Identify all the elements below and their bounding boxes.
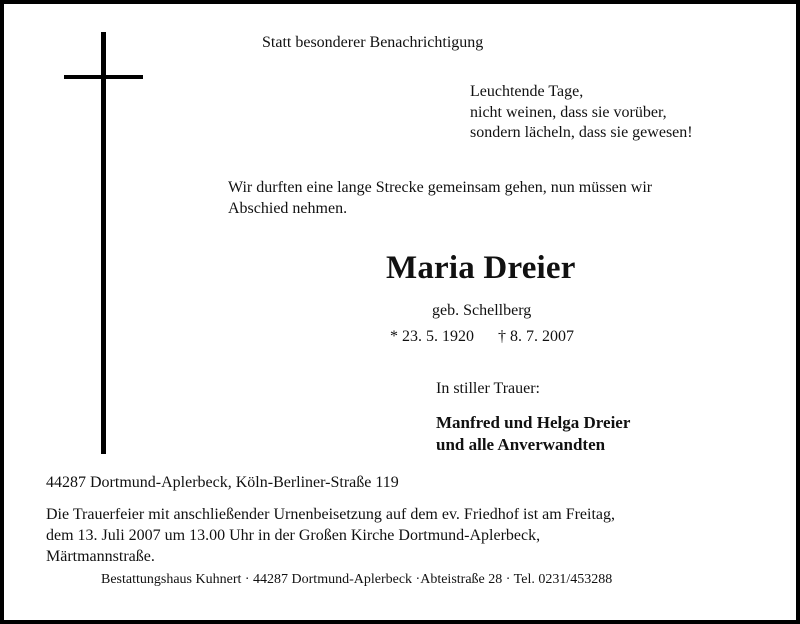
poem-line: nicht weinen, dass sie vorüber, <box>470 103 667 121</box>
notice-header: Statt besonderer Benachrichtigung <box>262 34 484 51</box>
poem-line: sondern lächeln, dass sie gewesen! <box>470 124 693 141</box>
deceased-name: Maria Dreier <box>386 250 576 286</box>
funeral-home-footer: Bestattungshaus Kuhnert · 44287 Dortmund-Aplerbeck ·Abteistraße 28 · Tel. 0231/453288 <box>101 572 613 587</box>
poem-line: Leuchtende Tage, <box>470 83 584 100</box>
life-dates <box>390 326 574 347</box>
poem <box>470 82 693 144</box>
ceremony-info <box>46 504 615 567</box>
ceremony-line: Märtmannstraße. <box>46 548 155 565</box>
cross-horizontal-bar <box>64 75 143 79</box>
ceremony-line: Die Trauerfeier mit anschließender Urnenbeisetzung auf dem ev. Friedhof ist am Freitag, <box>46 506 616 523</box>
mourners <box>436 412 630 456</box>
maiden-name: geb. Schellberg <box>432 302 532 319</box>
mourner-line: und alle Anverwandten <box>436 435 606 454</box>
ceremony-line: dem 13. Juli 2007 um 13.00 Uhr in der Großen Kirche Dortmund-Aplerbeck, <box>46 527 541 544</box>
birth-date: * 23. 5. 1920 <box>390 328 474 345</box>
mourning-label: In stiller Trauer: <box>436 380 540 397</box>
intro-text <box>228 177 652 219</box>
death-date: † 8. 7. 2007 <box>498 328 574 345</box>
mourner-line: Manfred und Helga Dreier <box>436 413 631 432</box>
intro-line: Abschied nehmen. <box>228 200 348 217</box>
intro-line: Wir durften eine lange Strecke gemeinsam gehen, nun müssen wir <box>228 179 653 196</box>
cross-vertical-bar <box>101 32 106 454</box>
family-address: 44287 Dortmund-Aplerbeck, Köln-Berliner-Straße 119 <box>46 474 399 491</box>
